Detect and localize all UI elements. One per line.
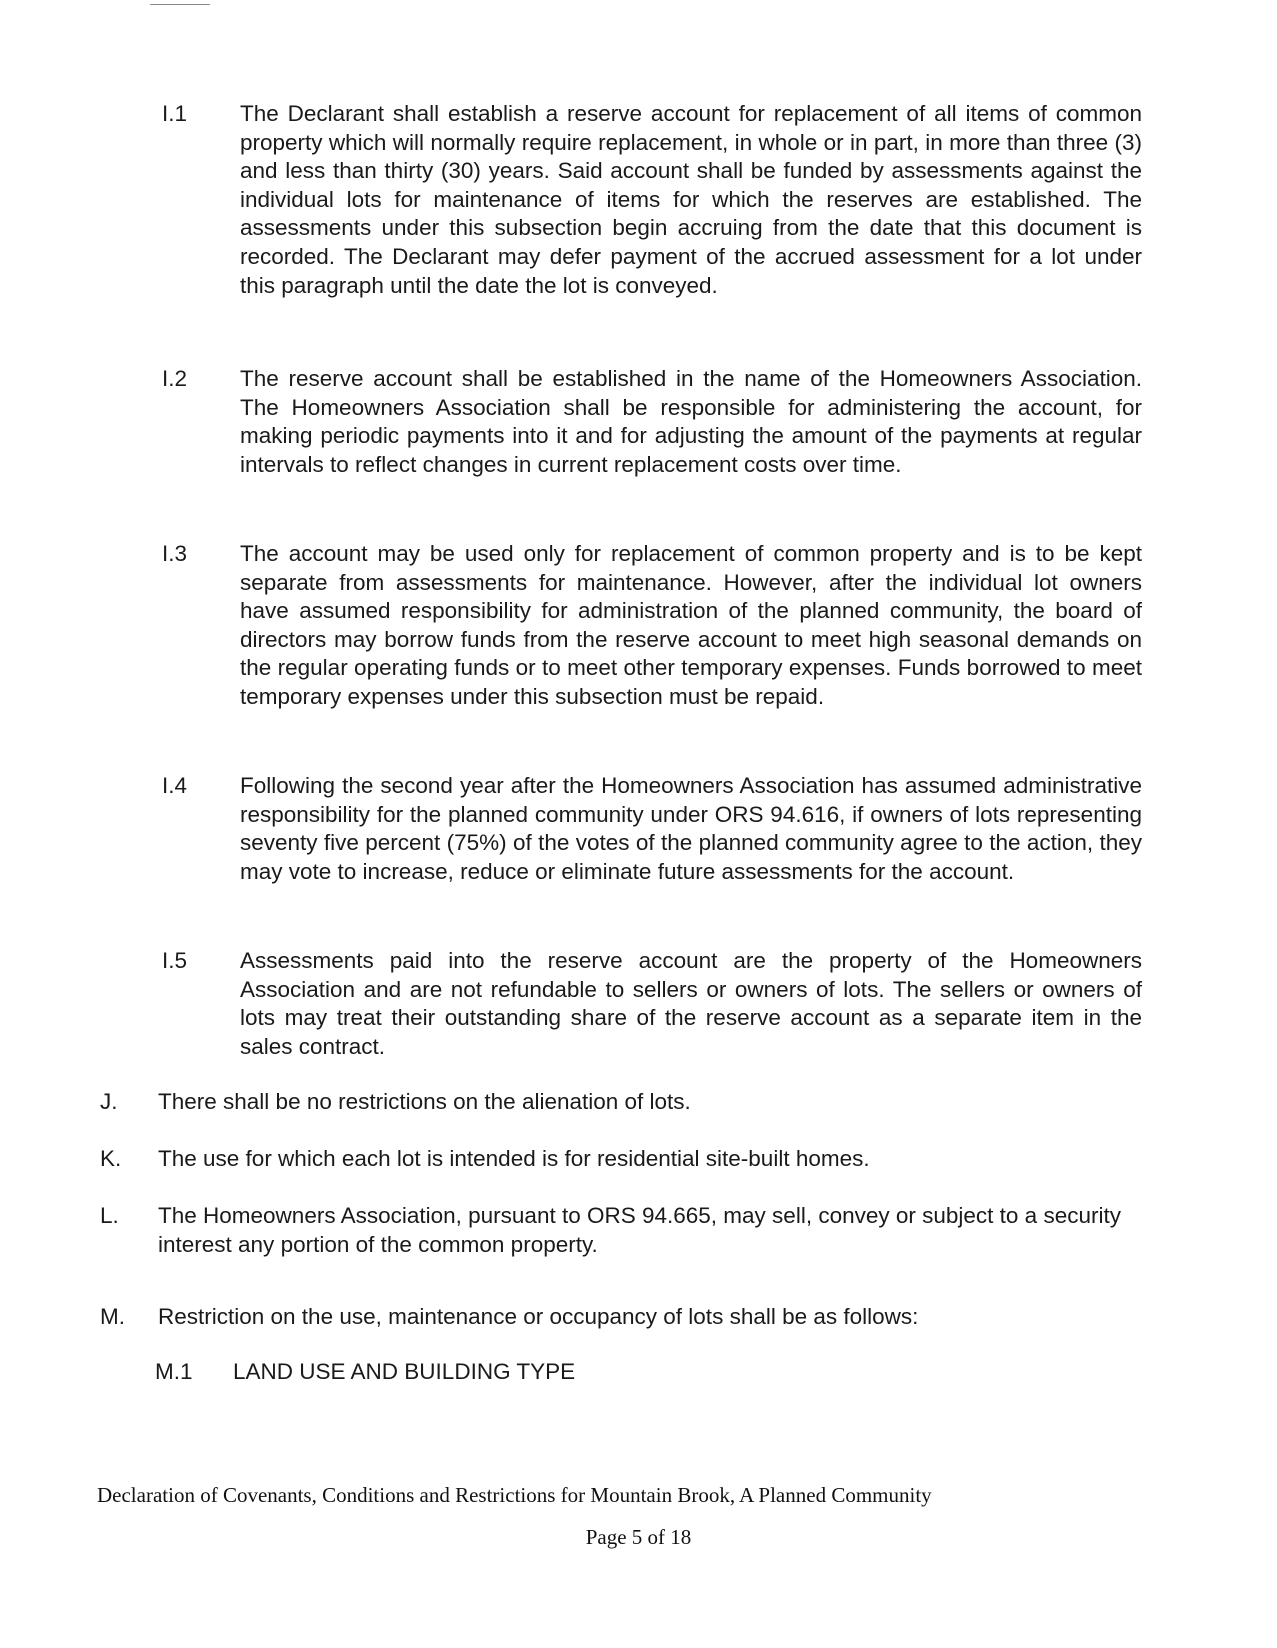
subsection-text: Assessments paid into the reserve account are the property of the Homeowners Association and are not refundable to sellers or owners of lots. The sellers or owners of lots may treat their outstanding share of the reserve account as a separate item in the sales contract. <box>240 948 1142 1059</box>
item-text: There shall be no restrictions on the alienation of lots. <box>158 1089 691 1114</box>
subsection-number: I.1 <box>162 101 188 126</box>
subsection-text: The reserve account shall be established in the name of the Homeowners Association. The Homeowners Association shall be responsible for administering the account, for making periodic payments into it and for adjusting the amount of the payments at regular intervals to reflect changes in current replacement costs over time. <box>240 366 1142 477</box>
subsection-number: I.3 <box>162 541 188 566</box>
footer-page-number: Page 5 of 18 <box>585 1525 692 1549</box>
item-letter: K. <box>100 1146 122 1171</box>
scan-artifact <box>150 4 210 5</box>
item-letter: L. <box>100 1203 119 1228</box>
item-letter: J. <box>100 1089 118 1114</box>
footer-document-title: Declaration of Covenants, Conditions and Restrictions for Mountain Brook, A Planned Community <box>97 1483 932 1507</box>
section-heading-m1 <box>155 1358 575 1387</box>
subsection-number: I.5 <box>162 948 188 973</box>
heading-text: LAND USE AND BUILDING TYPE <box>233 1359 576 1384</box>
item-text: Restriction on the use, maintenance or occupancy of lots shall be as follows: <box>158 1304 919 1329</box>
heading-number: M.1 <box>155 1359 193 1384</box>
subsection-text: Following the second year after the Homeowners Association has assumed administrative responsibility for the planned community under ORS 94.616, if owners of lots representing seventy five percent (75%) of the votes of the planned community agree to the action, they may vote to increase, reduce or eliminate future assessments for the account. <box>240 773 1142 884</box>
subsection-number: I.2 <box>162 366 188 391</box>
subsection-text: The account may be used only for replacement of common property and is to be kept separate from assessments for maintenance. However, after the individual lot owners have assumed responsibility for administration of the planned community, the board of directors may borrow funds from the reserve account to meet high seasonal demands on the regular operating funds or to meet other temporary expenses. Funds borrowed to meet temporary expenses under this subsection must be repaid. <box>240 541 1142 709</box>
item-text: The use for which each lot is intended is for residential site-built homes. <box>158 1146 870 1171</box>
subsection-text: The Declarant shall establish a reserve account for replacement of all items of common property which will normally require replacement, in whole or in part, in more than three (3) and less than thirty (30) years. Said account shall be funded by assessments against the individual lots for maintenance of items for which the reserves are established. The assessments under this subsection begin accruing from the date that this document is recorded. The Declarant may defer payment of the accrued assessment for a lot under this paragraph until the date the lot is conveyed. <box>240 101 1142 298</box>
subsection-number: I.4 <box>162 773 188 798</box>
item-text: The Homeowners Association, pursuant to ORS 94.665, may sell, convey or subject to a security interest any portion of the common property. <box>158 1203 1121 1257</box>
item-letter: M. <box>100 1304 125 1329</box>
